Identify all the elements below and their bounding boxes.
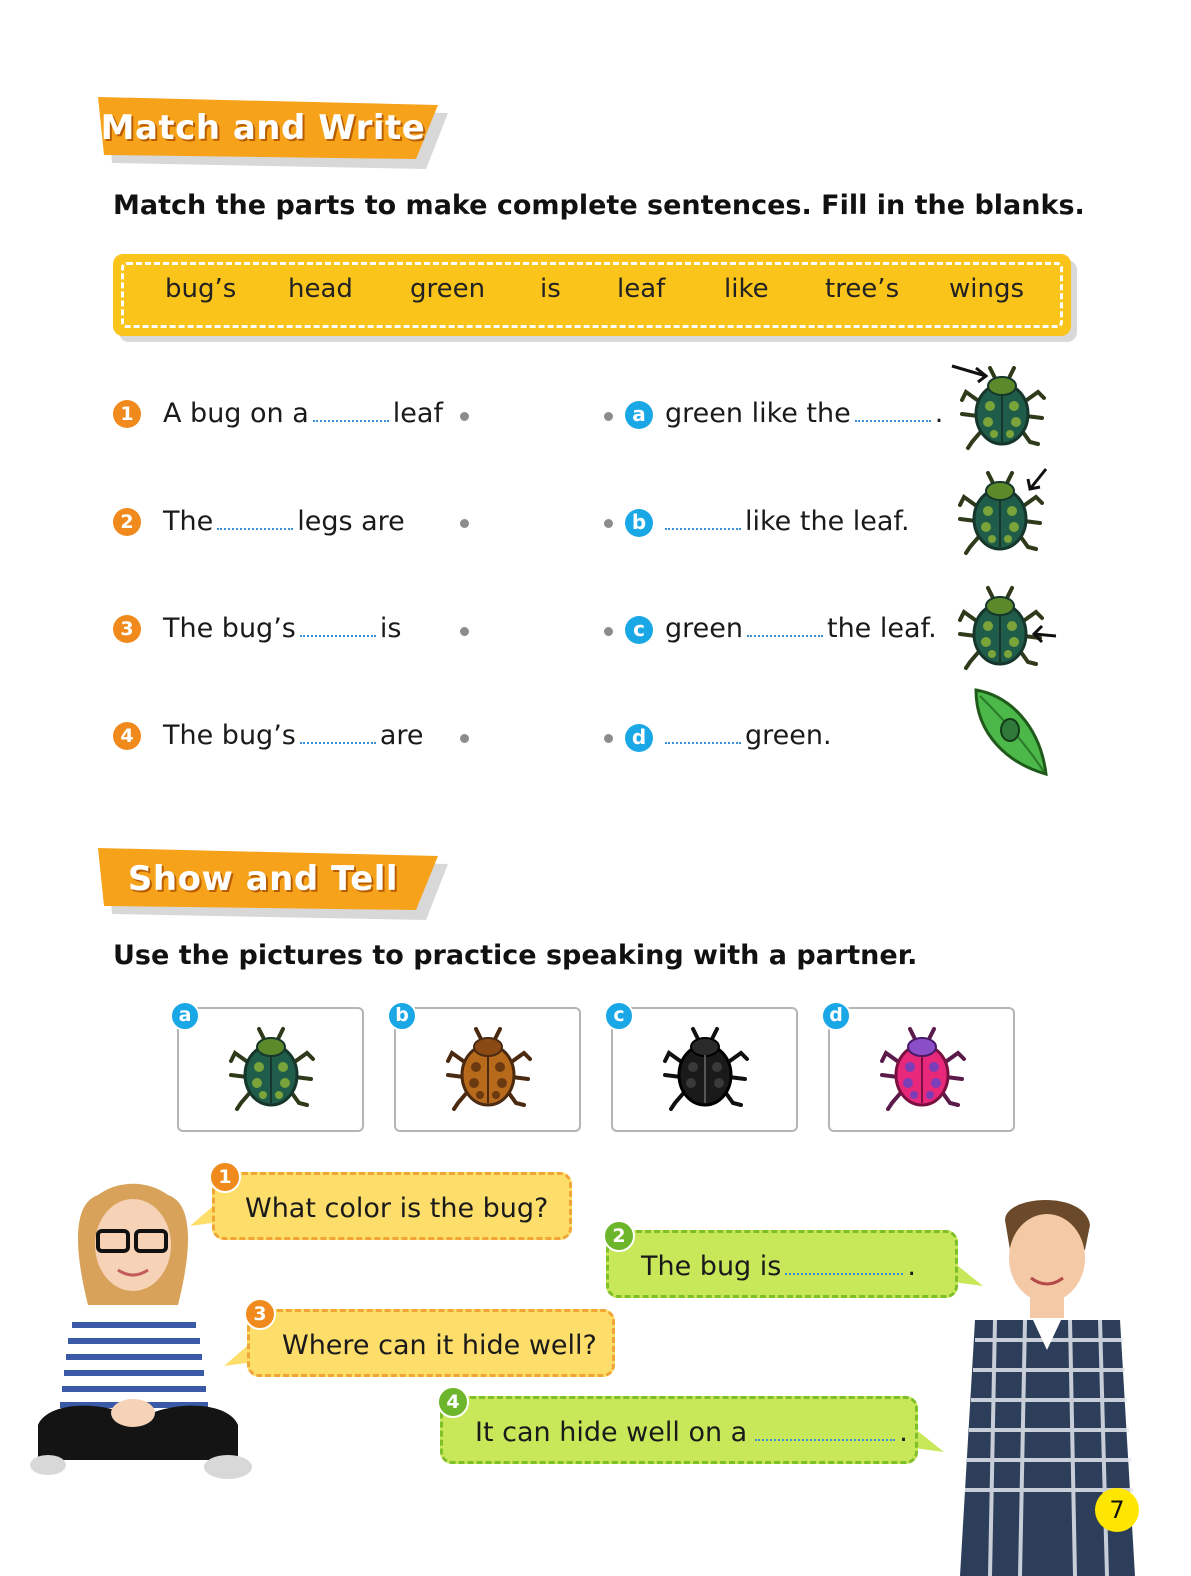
instruction-text: Match the parts to make complete sentences. Fill in the blanks. <box>113 190 1085 221</box>
bubble-number-badge: 4 <box>437 1386 469 1418</box>
bubble-text: . <box>907 1251 916 1282</box>
word-bank-word: is <box>540 274 561 304</box>
left-sentence-3 <box>163 613 401 644</box>
answer-blank[interactable] <box>855 406 931 422</box>
match-dot[interactable] <box>604 412 613 421</box>
item-letter-badge: d <box>625 724 653 752</box>
right-sentence-c <box>665 613 937 644</box>
match-dot[interactable] <box>604 734 613 743</box>
answer-blank[interactable] <box>665 514 741 530</box>
word-bank-word: leaf <box>617 274 666 304</box>
answer-blank[interactable] <box>755 1425 895 1441</box>
beetle-head-arrow-icon <box>950 358 1055 458</box>
word-bank-word: tree’s <box>825 274 900 304</box>
sentence-text: is <box>379 613 402 644</box>
speech-bubble-1 <box>212 1172 572 1240</box>
beetle-legs-arrow-icon <box>950 465 1055 565</box>
picture-card-a <box>177 1007 364 1132</box>
answer-blank[interactable] <box>300 728 376 744</box>
sentence-text: like the leaf. <box>745 506 910 537</box>
match-dot[interactable] <box>460 519 469 528</box>
card-letter-badge: b <box>387 1001 417 1031</box>
match-dot[interactable] <box>604 627 613 636</box>
right-sentence-b <box>665 506 910 537</box>
section-title: Match and Write <box>100 108 426 148</box>
picture-card-d <box>828 1007 1015 1132</box>
bubble-text: What color is the bug? <box>245 1193 549 1224</box>
speech-bubble-4 <box>440 1396 918 1464</box>
bubble-text: Where can it hide well? <box>282 1330 597 1361</box>
answer-blank[interactable] <box>300 621 376 637</box>
left-sentence-4 <box>163 720 424 751</box>
card-letter-badge: a <box>170 1001 200 1031</box>
match-dot[interactable] <box>460 627 469 636</box>
answer-blank[interactable] <box>313 406 389 422</box>
sentence-text: The bug’s <box>163 720 296 751</box>
match-dot[interactable] <box>604 519 613 528</box>
bubble-number-badge: 2 <box>603 1220 635 1252</box>
bubble-tail <box>914 1428 944 1458</box>
word-bank-word: wings <box>949 274 1025 304</box>
sentence-text: A bug on a <box>163 398 309 429</box>
answer-blank[interactable] <box>747 621 823 637</box>
answer-blank[interactable] <box>217 514 293 530</box>
sentence-text: the leaf. <box>826 613 937 644</box>
right-sentence-a <box>665 398 943 429</box>
item-letter-badge: b <box>625 509 653 537</box>
sentence-text: are <box>379 720 424 751</box>
item-number-badge: 3 <box>113 615 141 643</box>
section-title: Show and Tell <box>127 859 399 899</box>
word-bank-border <box>121 262 1063 328</box>
item-number-badge: 4 <box>113 722 141 750</box>
word-bank-word: bug’s <box>165 274 237 304</box>
green-beetle-icon <box>179 1009 362 1130</box>
match-dot[interactable] <box>460 412 469 421</box>
card-letter-badge: d <box>821 1001 851 1031</box>
word-bank-word: head <box>288 274 353 304</box>
section-banner-match-and-write <box>98 97 448 167</box>
leaf-with-bug-icon <box>970 686 1052 778</box>
left-sentence-2 <box>163 506 405 537</box>
sentence-text: legs are <box>297 506 405 537</box>
word-bank-word: like <box>724 274 769 304</box>
instruction-text: Use the pictures to practice speaking with a partner. <box>113 940 918 971</box>
sentence-text: green. <box>745 720 832 751</box>
beetle-wings-arrow-icon <box>950 580 1060 680</box>
pink-beetle-icon <box>830 1009 1013 1130</box>
match-dot[interactable] <box>460 734 469 743</box>
right-sentence-d <box>665 720 832 751</box>
sentence-text: The bug’s <box>163 613 296 644</box>
sentence-text: . <box>934 398 944 429</box>
bubble-text: The bug is <box>641 1251 782 1282</box>
brown-beetle-icon <box>396 1009 579 1130</box>
bubble-text: . <box>899 1417 908 1448</box>
answer-blank[interactable] <box>665 728 741 744</box>
bubble-number-badge: 1 <box>209 1161 241 1193</box>
left-sentence-1 <box>163 398 443 429</box>
word-bank-word: green <box>410 274 486 304</box>
page-number: 7 <box>1095 1488 1139 1532</box>
word-bank <box>113 254 1071 336</box>
sentence-text: leaf <box>392 398 443 429</box>
speech-bubble-3 <box>247 1309 615 1377</box>
sentence-text: green like the <box>665 398 851 429</box>
answer-blank[interactable] <box>785 1259 903 1275</box>
item-letter-badge: a <box>625 401 653 429</box>
picture-card-b <box>394 1007 581 1132</box>
card-letter-badge: c <box>604 1001 634 1031</box>
picture-card-c <box>611 1007 798 1132</box>
speech-bubble-2 <box>606 1230 958 1298</box>
item-letter-badge: c <box>625 616 653 644</box>
sentence-text: green <box>665 613 743 644</box>
bubble-number-badge: 3 <box>244 1298 276 1330</box>
item-number-badge: 2 <box>113 508 141 536</box>
black-beetle-icon <box>613 1009 796 1130</box>
sentence-text: The <box>163 506 214 537</box>
section-banner-show-and-tell <box>98 848 448 918</box>
bubble-text: It can hide well on a <box>475 1417 748 1448</box>
item-number-badge: 1 <box>113 400 141 428</box>
